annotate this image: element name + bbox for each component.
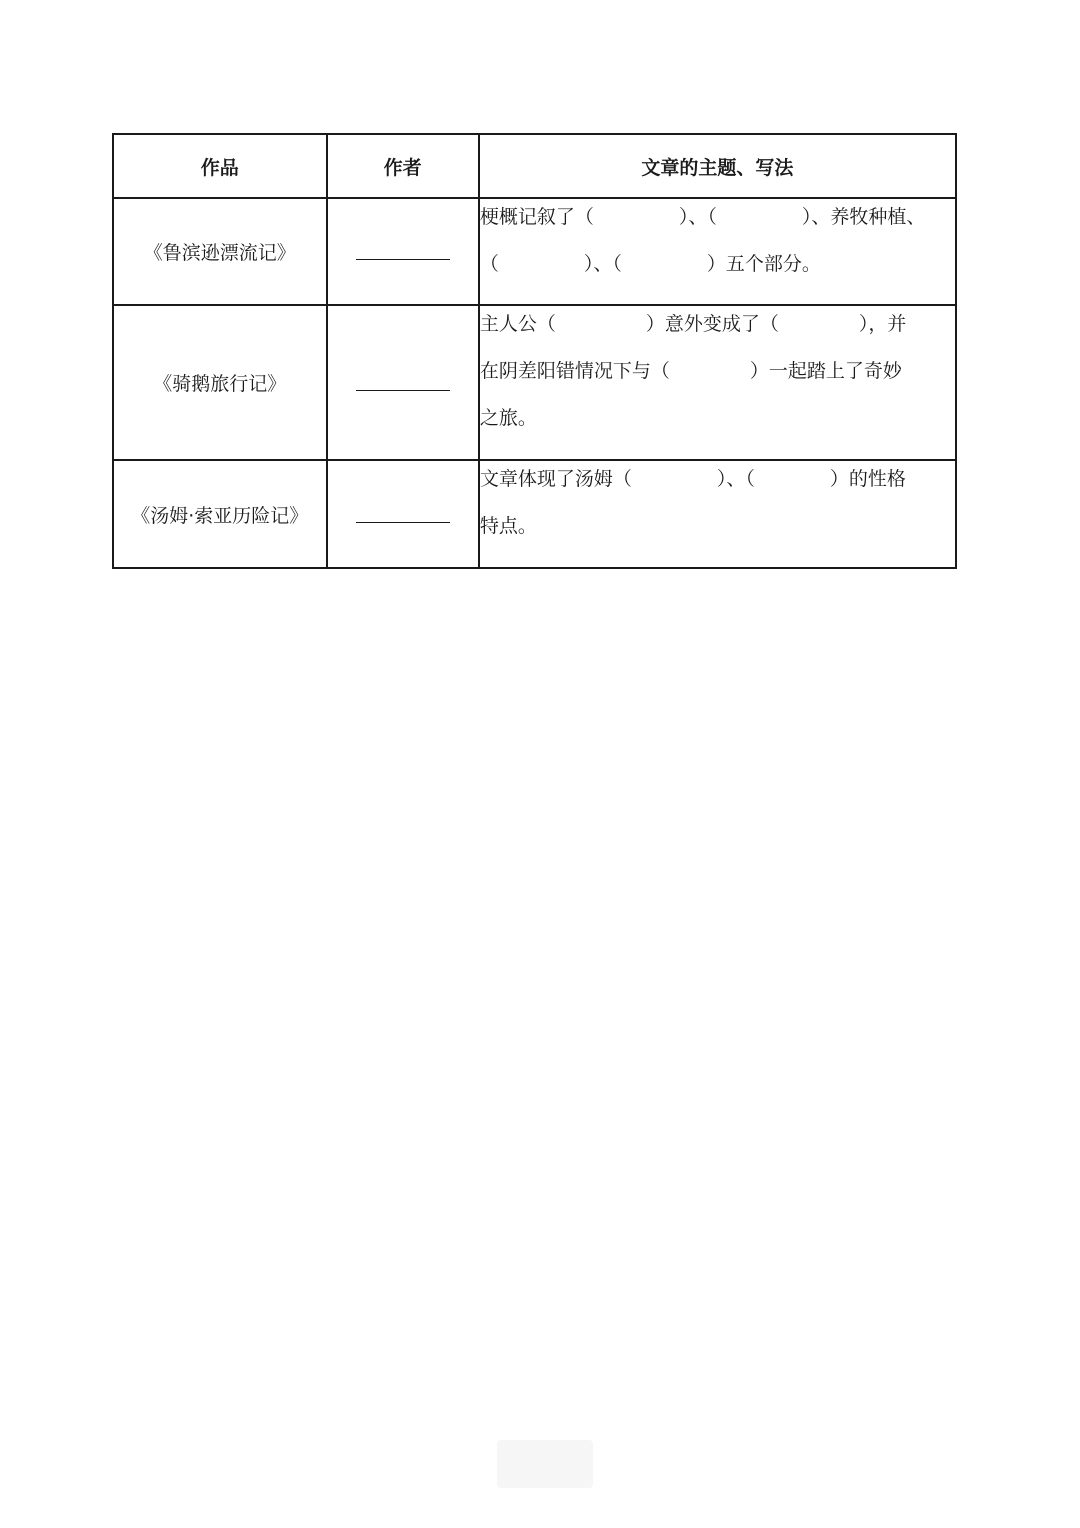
theme-text: 梗概记叙了（ <box>479 206 594 228</box>
work-title: 《鲁滨逊漂流记》 <box>113 198 327 305</box>
theme-line <box>480 351 955 398</box>
theme-text: ）一起踏上了奇妙 <box>749 360 902 382</box>
author-blank[interactable] <box>327 198 479 305</box>
theme-text: 特点。 <box>479 515 537 537</box>
theme-text: 之旅。 <box>479 407 537 429</box>
theme-cell <box>479 305 956 460</box>
theme-line <box>480 459 955 506</box>
footer-placeholder <box>497 1440 593 1488</box>
theme-text: ）意外变成了（ <box>645 313 779 335</box>
theme-text: ）、（ <box>678 206 717 228</box>
theme-text: ）、（ <box>583 253 622 275</box>
theme-line <box>480 304 955 351</box>
theme-text: ），并 <box>858 313 907 335</box>
theme-text: 主人公（ <box>479 313 556 335</box>
theme-text: ）、养牧种植、 <box>801 206 926 228</box>
theme-text: 在阴差阳错情况下与（ <box>479 360 670 382</box>
author-blank[interactable] <box>327 460 479 568</box>
theme-line <box>480 244 955 291</box>
theme-cell <box>479 460 956 568</box>
work-title: 《汤姆·索亚历险记》 <box>113 460 327 568</box>
theme-text: ）、（ <box>716 468 755 490</box>
table-row <box>113 198 956 305</box>
author-blank-line[interactable] <box>356 380 450 391</box>
table-header-row <box>113 134 956 198</box>
theme-cell <box>479 198 956 305</box>
theme-line <box>480 506 955 553</box>
table-row <box>113 305 956 460</box>
author-blank-line[interactable] <box>356 512 450 523</box>
author-blank[interactable] <box>327 305 479 460</box>
header-work: 作品 <box>113 134 327 198</box>
theme-text: ）五个部分。 <box>706 253 821 275</box>
work-title: 《骑鹅旅行记》 <box>113 305 327 460</box>
theme-line <box>480 398 955 445</box>
header-theme: 文章的主题、写法 <box>479 134 956 198</box>
table-row <box>113 460 956 568</box>
reading-table <box>112 133 957 569</box>
theme-line <box>480 197 955 244</box>
theme-text: 文章体现了汤姆（ <box>479 468 632 490</box>
author-blank-line[interactable] <box>356 249 450 260</box>
header-author: 作者 <box>327 134 479 198</box>
theme-text: （ <box>479 253 499 275</box>
theme-text: ）的性格 <box>829 468 906 490</box>
